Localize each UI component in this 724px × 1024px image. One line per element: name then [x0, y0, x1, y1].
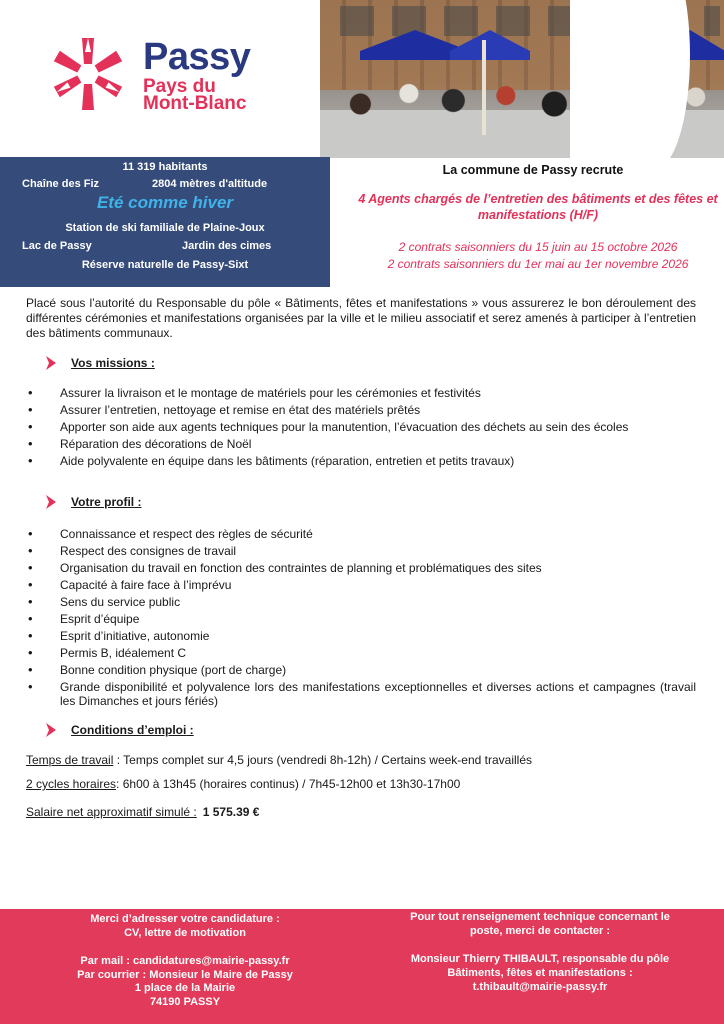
list-item: • Capacité à faire face à l’imprévu: [26, 578, 696, 592]
recruit-heading: La commune de Passy recrute: [442, 163, 624, 177]
inhabitants: 11 319 habitants: [122, 161, 208, 173]
work-time: [26, 753, 532, 767]
ski-station: Station de ski familiale de Plaine-Joux: [65, 222, 265, 234]
contract-period: 2 contrats saisonniers du 1er mai au 1er novembre 2026: [387, 257, 689, 271]
footer-line: Par courrier : Monsieur le Maire de Passy: [77, 969, 293, 981]
footer-line: 1 place de la Mairie: [134, 982, 236, 994]
work-cycles: [26, 777, 460, 791]
section-title: Vos missions: [71, 356, 148, 370]
list-item: • Assurer l’entretien, nettoyage et remise en état des matériels prêtés: [26, 403, 696, 417]
slogan: Eté comme hiver: [96, 193, 234, 212]
footer: [0, 909, 724, 1024]
footer-line: Merci d’adresser votre candidature :: [90, 913, 280, 925]
list-item: • Esprit d’initiative, autonomie: [26, 629, 696, 643]
work-time-value: : Temps complet sur 4,5 jours (vendredi 8h-12h) / Certains week-end travaillés: [113, 753, 533, 767]
footer-line: CV, lettre de motivation: [124, 927, 246, 939]
list-item: • Permis B, idéalement C: [26, 646, 696, 660]
intro-paragraph: Placé sous l’autorité du Responsable du pôle « Bâtiments, fêtes et manifestations » vous assurerez le bon déroulement des différentes cérémonies et manifestations organisées par la ville et le milieu associatif et serez amenés à participer à l’entretien des bâtiments communaux.: [26, 296, 696, 340]
list-item: • Réparation des décorations de Noël: [26, 437, 696, 451]
town-info-box: [0, 157, 330, 287]
list-item: • Sens du service public: [26, 595, 696, 609]
header-photo: [320, 0, 724, 158]
section-title: Conditions d’emploi: [71, 723, 187, 737]
list-item: • Bonne condition physique (port de charge): [26, 663, 696, 677]
garden: Jardin des cimes: [182, 240, 272, 252]
job-title: 4 Agents chargés de l’entretien des bâtiments et des fêtes et manifestations (H/F): [358, 192, 718, 222]
contact-email[interactable]: t.thibault@mairie-passy.fr: [472, 981, 608, 993]
footer-line: Pour tout renseignement technique concernant le: [410, 911, 670, 923]
contract-period: 2 contrats saisonniers du 15 juin au 15 octobre 2026: [398, 240, 678, 254]
nature-reserve: Réserve naturelle de Passy-Sixt: [81, 259, 249, 271]
list-item: • Apporter son aide aux agents techniques pour la manutention, l’évacuation des déchets au sein des écoles: [26, 420, 696, 434]
altitude: 2804 mètres d'altitude: [152, 178, 268, 190]
section-title: Votre profil: [71, 495, 135, 509]
list-item: • Organisation du travail en fonction des contraintes de planning et problématiques des sites: [26, 561, 696, 575]
brand-name: Passy: [143, 36, 251, 78]
list-item: • Assurer la livraison et le montage de matériels pour les cérémonies et festivités: [26, 386, 696, 400]
brand-subtitle: [143, 78, 246, 112]
lake: Lac de Passy: [22, 240, 92, 252]
list-item: • Aide polyvalente en équipe dans les bâtiments (réparation, entretien et petits travaux): [26, 454, 696, 468]
chevron-right-icon: [44, 355, 58, 371]
brand-subtitle-line: Pays du: [143, 76, 216, 97]
footer-line: 74190 PASSY: [149, 996, 221, 1008]
list-item: • Respect des consignes de travail: [26, 544, 696, 558]
photo-mask: [570, 0, 690, 158]
application-email[interactable]: Par mail : candidatures@mairie-passy.fr: [80, 955, 290, 967]
list-item: • Esprit d’équipe: [26, 612, 696, 626]
profile-list: [26, 527, 696, 711]
footer-line: Bâtiments, fêtes et manifestations :: [447, 967, 633, 979]
cycles-label: 2 cycles horaires: [26, 777, 117, 791]
salary-label: Salaire net approximatif simulé: [26, 805, 191, 819]
passy-logo-icon: [48, 34, 128, 114]
footer-line: poste, merci de contacter :: [470, 925, 610, 937]
salary-separator: :: [190, 805, 197, 819]
chevron-right-icon: [44, 722, 58, 738]
header: [0, 0, 724, 158]
salary: [26, 805, 259, 819]
chevron-right-icon: [44, 494, 58, 510]
list-item: • Grande disponibilité et polyvalence lors des manifestations exceptionnelles et diverses actions et campagnes (travail les Dimanches et jours fériés): [26, 680, 696, 708]
chain-name: Chaîne des Fiz: [22, 178, 100, 190]
cycles-value: : 6h00 à 13h45 (horaires continus) / 7h45-12h00 et 13h30-17h00: [116, 777, 461, 791]
brand-subtitle-line: Mont-Blanc: [143, 93, 247, 114]
salary-value: 1 575.39 €: [202, 805, 260, 819]
missions-list: [26, 386, 696, 471]
work-time-label: Temps de travail: [26, 753, 114, 767]
list-item: • Connaissance et respect des règles de sécurité: [26, 527, 696, 541]
maypole: [482, 40, 486, 135]
footer-line: Monsieur Thierry THIBAULT, responsable du pôle: [410, 953, 670, 965]
